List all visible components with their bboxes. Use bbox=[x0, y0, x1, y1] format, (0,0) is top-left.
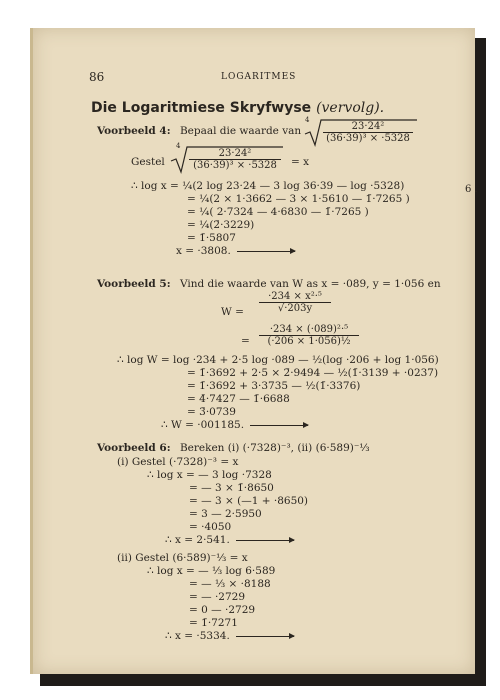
example5-result-text: ∴ W = ·001185. bbox=[161, 419, 245, 431]
example5-prompt: Vind die waarde van W as x = ·089, y = 1·056 en bbox=[179, 278, 441, 290]
example5-line-2: = 1̄·3692 + 2·5 × 2̄·9494 — ½(1̄·3139 + ·0237) bbox=[187, 367, 439, 379]
example6-ii-line-6: = 1̄·7271 bbox=[189, 617, 238, 629]
example6-i-line-3: = — 3 × 1̄·8650 bbox=[189, 482, 274, 494]
example5-label: Voorbeeld 5: bbox=[97, 278, 171, 290]
example4-line-1: ∴ log x = ¼(2 log 23·24 — 3 log 36·39 — log ·5328) bbox=[131, 180, 405, 192]
example4-fraction bbox=[323, 121, 413, 144]
example4-line-2: = ¼(2 × 1·3662 — 3 × 1·5610 — 1̄·7265 ) bbox=[187, 193, 410, 205]
example4-gestel-tail: = x bbox=[291, 156, 310, 168]
example6-heading bbox=[97, 442, 370, 454]
example5-line-5: = 3̄·0739 bbox=[187, 406, 236, 418]
example5-numerator-1: ·234 × x²·⁵ bbox=[259, 291, 331, 303]
example4-heading bbox=[97, 125, 301, 137]
book-page bbox=[30, 28, 478, 674]
example4-result-text: x = ·3808. bbox=[176, 245, 231, 257]
right-arrow-icon bbox=[237, 251, 295, 252]
example4-root-index: 4 bbox=[305, 116, 310, 124]
example5-line-1: ∴ log W = log ·234 + 2·5 log ·089 — ½(log ·206 + log 1·056) bbox=[117, 354, 439, 366]
example6-i-result bbox=[165, 534, 294, 546]
example4-gestel-denominator: (36·39)³ × ·5328 bbox=[193, 160, 277, 171]
example5-denominator-1: √·203y bbox=[277, 303, 313, 314]
example4-line-3: = ¼( 2·7324 — 4·6830 — 1̄·7265 ) bbox=[187, 206, 369, 218]
right-arrow-icon bbox=[250, 425, 308, 426]
example5-heading bbox=[97, 278, 441, 290]
example6-ii-line-2: ∴ log x = — ⅓ log 6·589 bbox=[147, 565, 276, 577]
running-head: LOGARITMES bbox=[221, 72, 297, 82]
example6-i-line-2: ∴ log x = — 3 log ·7328 bbox=[147, 469, 272, 481]
example6-ii-line-5: = 0 — ·2729 bbox=[189, 604, 256, 616]
example5-line-3: = 1̄·3692 + 3·3735 — ½(1̄·3376) bbox=[187, 380, 361, 392]
example6-i-line-6: = ·4050 bbox=[189, 521, 232, 533]
example4-numerator: 23·24² bbox=[323, 121, 413, 133]
example6-ii-result-text: ∴ x = ·5334. bbox=[165, 630, 230, 642]
example4-label: Voorbeeld 4: bbox=[97, 125, 171, 137]
example5-fraction-1 bbox=[259, 291, 331, 314]
example4-denominator: (36·39)³ × ·5328 bbox=[326, 133, 410, 144]
example4-gestel: Gestel bbox=[131, 156, 165, 168]
section-title-suffix: (vervolg). bbox=[316, 100, 385, 116]
example5-denominator-2: (·206 × 1·056)½ bbox=[267, 336, 351, 347]
example4-line-4: = ¼(2̄·3229) bbox=[187, 219, 255, 231]
right-arrow-icon bbox=[236, 540, 294, 541]
example6-i-line-1: (i) Gestel (·7328)⁻³ = x bbox=[117, 456, 239, 468]
example5-fraction-2 bbox=[259, 324, 359, 347]
example6-ii-line-1: (ii) Gestel (6·589)⁻⅓ = x bbox=[117, 552, 248, 564]
example4-gestel-root-index: 4 bbox=[176, 142, 181, 150]
example6-i-result-text: ∴ x = 2·541. bbox=[165, 534, 230, 546]
example6-ii-line-4: = — ·2729 bbox=[189, 591, 246, 603]
example6-prompt: Bereken (i) (·7328)⁻³, (ii) (6·589)⁻⅓ bbox=[179, 442, 370, 454]
example4-line-5: = 1̄·5807 bbox=[187, 232, 236, 244]
example5-result bbox=[161, 419, 308, 431]
example4-gestel-numerator: 23·24² bbox=[189, 148, 281, 160]
section-title bbox=[91, 100, 384, 116]
example5-line-4: = 4̄·7427 — 1̄·6688 bbox=[187, 393, 290, 405]
example6-ii-line-3: = — ⅓ × ·8188 bbox=[189, 578, 271, 590]
right-arrow-icon bbox=[236, 636, 294, 637]
example4-result bbox=[176, 245, 295, 257]
example5-w-label: W = bbox=[221, 306, 244, 318]
example6-i-line-4: = — 3 × (—1 + ·8650) bbox=[189, 495, 309, 507]
example6-ii-result bbox=[165, 630, 294, 642]
example4-gestel-fraction bbox=[189, 148, 281, 171]
example6-i-line-5: = 3 — 2·5950 bbox=[189, 508, 262, 520]
example5-numerator-2: ·234 × (·089)²·⁵ bbox=[259, 324, 359, 336]
margin-mark: 6 . bbox=[465, 184, 478, 195]
section-title-text: Die Logaritmiese Skryfwyse bbox=[91, 100, 312, 116]
page-number: 86 bbox=[89, 70, 105, 84]
example5-eq: = bbox=[241, 335, 250, 347]
example6-label: Voorbeeld 6: bbox=[97, 442, 171, 454]
example4-prompt: Bepaal die waarde van bbox=[179, 125, 302, 137]
